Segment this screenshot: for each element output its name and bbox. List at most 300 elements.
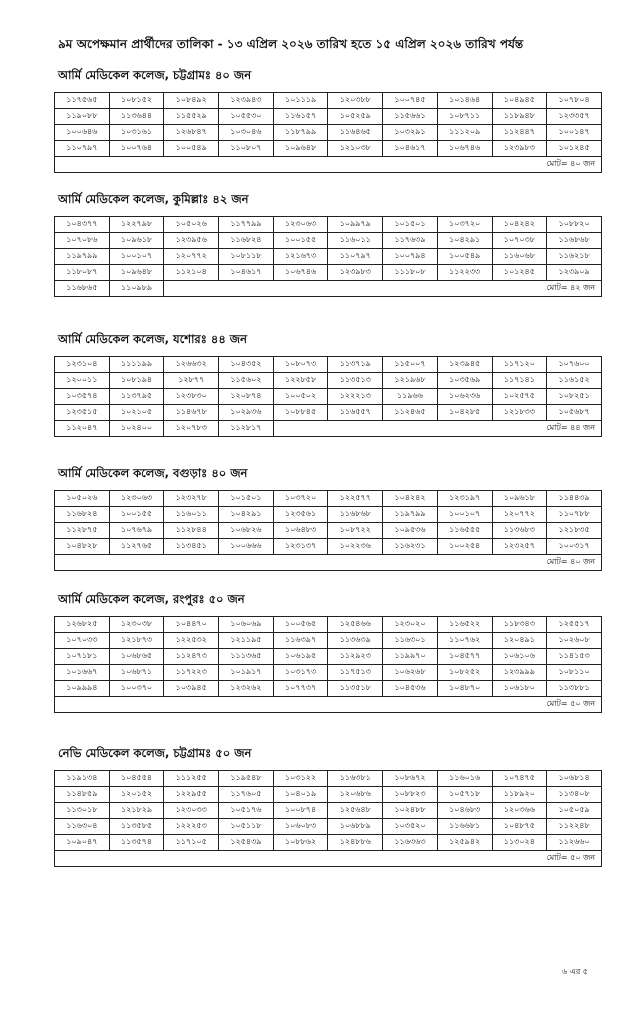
roll-cell: ১১৬২১৮ [547,249,602,265]
college-heading: আর্মি মেডিকেল কলেজ, চট্টগ্রামঃ ৪০ জন [58,68,252,82]
table-row [55,835,602,851]
table-row [55,819,602,835]
table-row [55,141,602,157]
roll-cell: ১০৮১১০ [547,665,602,681]
college-section [54,190,602,297]
roll-cell: ১২৩০২০ [383,617,438,633]
roll-cell: ১১৬৪৬৫ [328,125,383,141]
roll-cell: ১১৯৫৪৮ [219,771,274,787]
roll-cell: ১০৪২৮৫ [437,405,492,421]
college-heading: আর্মি মেডিকেল কলেজ, কুমিল্লাঃ ৪২ জন [58,192,249,206]
roll-cell: ১১৩৭১৯ [328,357,383,373]
roll-cell: ১১৮০৮৭ [55,265,110,281]
roll-cell: ১০৭৪৭৫ [492,771,547,787]
table-row [55,217,602,233]
roll-cell: ১১৩৬৮৩ [492,523,547,539]
roll-cell: ১১০৭৯৭ [328,249,383,265]
total-count: মোট= ৪০ জন [55,555,602,571]
roll-cell: ১০৫০৫৯ [547,803,602,819]
roll-cell: ১০৪৬৮৩ [437,803,492,819]
roll-cell: ১১৮৩৪৩ [492,617,547,633]
roll-cell: ১২৪৮৮৬ [328,835,383,851]
roll-cell: ১০৮৪৯২ [164,93,219,109]
college-heading: আর্মি মেডিকেল কলেজ, রংপুরঃ ৫০ জন [58,592,245,606]
college-heading: আর্মি মেডিকেল কলেজ, বগুড়াঃ ৪০ জন [58,466,248,480]
total-row [55,157,602,173]
roll-cell: ১০৩০৪৬ [219,125,274,141]
roll-cell: ১১৬৮৬৫ [55,281,110,297]
roll-cell: ১০১২৪৫ [547,141,602,157]
roll-cell: ১০৮৬৭২ [383,771,438,787]
roll-cell: ১১৩৪০৮ [547,787,602,803]
roll-cell: ১০৬৮২৬ [219,523,274,539]
roll-cell: ১১৭৬৩৯ [383,233,438,249]
roll-cell: ১১৭৭৯৯ [219,217,274,233]
roll-cell: ১১৯৭৯৯ [383,507,438,523]
table-row [55,539,602,555]
roll-cell: ১০৭৭৩৭ [273,681,328,697]
roll-cell: ১১২৬৬০ [547,835,602,851]
roll-cell: ১০৪৯৪৫ [492,93,547,109]
roll-cell: ১২৩৯৯৯ [492,665,547,681]
roll-cell: ১২২৫৭৭ [328,491,383,507]
roll-cell: ১০৪৮২৮ [55,539,110,555]
roll-cell: ১২০৮৭৪ [219,389,274,405]
roll-cell: ১০৯৯৭৯ [328,217,383,233]
roll-cell: ১২৫৪৬৬ [328,617,383,633]
roll-cell: ১১৫৬০২ [219,373,274,389]
roll-cell: ১২৩৩৫৭ [547,109,602,125]
roll-cell: ১১৬০১১ [164,507,219,523]
total-count: মোট= ৫০ জন [55,697,602,713]
roll-cell: ১১৬০১৬ [437,771,492,787]
roll-table [54,616,602,713]
roll-cell: ১০২৫৭৫ [492,389,547,405]
roll-cell: ১২৩১৯৭ [437,491,492,507]
roll-cell: ১০৬১০৬ [492,649,547,665]
roll-cell: ১০০৭৬৪ [109,141,164,157]
roll-cell: ১১৬৩০১ [383,633,438,649]
roll-cell: ১১৪৮৫৯ [55,787,110,803]
roll-cell: ১২১১৯৫ [219,633,274,649]
roll-cell: ১১৮৯২০ [492,787,547,803]
roll-cell: ১০০৩৭০ [109,681,164,697]
table-row [55,665,602,681]
roll-cell: ১১৬০৬৮ [492,249,547,265]
roll-cell: ১১০৭৬২ [437,633,492,649]
roll-cell: ১১৯০৮৮ [55,109,110,125]
roll-cell: ১১৪৬৭৮ [164,405,219,421]
roll-cell: ১২৩২৭৮ [164,491,219,507]
table-row [55,265,602,281]
roll-cell: ১০৩১৬১ [109,125,164,141]
roll-cell: ১০৮১৫২ [109,93,164,109]
roll-cell: ১০১১১৯ [273,93,328,109]
roll-cell: ১০১৪৬৪ [437,93,492,109]
college-section [54,744,602,867]
roll-cell: ১১৩৭৯৫ [109,389,164,405]
roll-cell: ১২৮৭৭ [164,373,219,389]
table-row [55,249,602,265]
roll-cell: ১১১১৯৯ [109,357,164,373]
roll-cell: ১১৫০০৭ [383,357,438,373]
roll-cell: ১১৬২৩১ [383,539,438,555]
roll-cell: ১১৭৫৬৫ [55,93,110,109]
roll-cell: ১০০১৫৫ [109,507,164,523]
roll-cell: ১১২৭৬৫ [109,539,164,555]
roll-cell: ১০০১৫৫ [273,233,328,249]
roll-cell: ১০৭৬০০ [547,357,602,373]
roll-cell: ১০১৫০১ [383,217,438,233]
roll-cell: ১২১৮৭৩ [109,633,164,649]
roll-cell: ১০৬৮৮৯ [328,819,383,835]
roll-cell: ১১৬৩৯৭ [273,633,328,649]
roll-cell: ১০৪৬১৭ [383,141,438,157]
roll-cell: ১০৮২৫২ [437,665,492,681]
roll-cell: ১০৬১৯৫ [273,649,328,665]
table-row [55,491,602,507]
roll-cell: ১১৬৮৬৮ [328,507,383,523]
roll-cell: ১১২৮৭৫ [55,523,110,539]
roll-cell: ১২০৪৯১ [492,633,547,649]
roll-cell: ১২১০৩৮ [328,141,383,157]
roll-cell: ১০৯০৪৭ [55,835,110,851]
roll-cell: ১০০৭৯৪ [383,249,438,265]
roll-cell: ১১৭৬০৫ [219,787,274,803]
roll-cell: ১০০৫৪৯ [437,249,492,265]
roll-table [54,770,602,867]
roll-cell: ১০৩৯৪৫ [164,681,219,697]
roll-cell: ১১০৭৮৮ [547,507,602,523]
roll-cell: ১০৮৮৪৫ [273,405,328,421]
roll-cell: ১০৩১৭৩ [273,665,328,681]
roll-cell: ১২০৩৮৮ [328,93,383,109]
roll-cell: ১০৮৮২০ [547,217,602,233]
roll-cell: ১১৬৩৮১ [328,771,383,787]
page-title: ৯ম অপেক্ষমান প্রার্থীদের তালিকা - ১৩ এপ্রিল ২০২৬ তারিখ হতে ১৫ এপ্রিল ২০২৬ তারিখ পর্যন্ত [58,37,524,51]
roll-cell: ১২৩০৬৩ [109,491,164,507]
college-heading: নেভি মেডিকেল কলেজ, চট্টগ্রামঃ ৫০ জন [58,746,252,760]
roll-cell: ১০৯৬১৮ [492,491,547,507]
roll-cell: ১১৬৩০৪ [55,819,110,835]
roll-cell: ১২২২১৩ [328,389,383,405]
table-row [55,373,602,389]
roll-cell: ১১৬১৫২ [547,373,602,389]
roll-cell: ১১৩৫১৮ [328,681,383,697]
roll-cell: ১২১৮৩৩ [492,405,547,421]
roll-cell: ১০১৬৬৭ [55,665,110,681]
roll-cell: ১০০৫৪৯ [164,141,219,157]
table-row [55,109,602,125]
roll-cell: ১০০৭৪৫ [383,93,438,109]
roll-cell: ১০৯৬১৮ [109,233,164,249]
roll-cell: ১১৯৭৯৯ [55,249,110,265]
roll-cell: ১০৪২৪২ [383,491,438,507]
roll-cell: ১০৫৫৩০ [219,109,274,125]
roll-cell: ১১০৮০৭ [219,141,274,157]
roll-cell: ১১৪৪৩৯ [547,491,602,507]
table-row [55,803,602,819]
roll-cell: ১১১২০৯ [437,125,492,141]
roll-cell: ১২৩৮৩০ [164,389,219,405]
roll-cell: ১২২৮৫৮ [273,373,328,389]
roll-cell: ১০৫১৭৬ [219,803,274,819]
roll-cell: ১১৬১৫৭ [273,109,328,125]
roll-cell: ১০২১০৫ [109,405,164,421]
roll-cell: ১১৭৫১৩ [328,665,383,681]
roll-cell: ১২২৫৩২ [164,633,219,649]
total-count: মোট= ৫০ জন [55,851,602,867]
roll-cell: ১২৩০৩৮ [109,617,164,633]
roll-cell: ১০৯৫৩৬ [383,523,438,539]
roll-cell: ১১৬৩৬৩ [383,835,438,851]
roll-cell: ১০৫০২৬ [55,491,110,507]
roll-cell: ১১১৮০৮ [383,265,438,281]
roll-cell: ১০৪৩৭৭ [55,217,110,233]
roll-cell: ১০৮০৭৩ [273,357,328,373]
roll-cell: ১১২০৪৭ [55,421,110,437]
table-row [55,523,602,539]
roll-cell: ১০৩৭২০ [437,217,492,233]
roll-table [54,490,602,571]
roll-cell: ১০৬২৬৮ [383,665,438,681]
roll-cell: ১০৪৪৭০ [164,617,219,633]
roll-cell: ১১৭২২৩ [164,665,219,681]
roll-cell: ১১২২৪৮ [547,819,602,835]
roll-cell: ১১২৪৪৭ [492,125,547,141]
total-row [55,555,602,571]
total-count: মোট= ৪০ জন [55,157,602,173]
roll-cell: ১০৯৯৯৪ [55,681,110,697]
roll-cell: ১০৩৫২০ [383,819,438,835]
table-row [55,649,602,665]
roll-cell: ১১৩৫১৩ [328,373,383,389]
roll-cell: ১০৮২৫১ [547,389,602,405]
roll-cell: ১১৩০২৪ [492,835,547,851]
roll-cell: ১০৭০৩৩ [55,633,110,649]
roll-cell: ১১৩৬৪৪ [109,109,164,125]
roll-cell: ১১৭১২০ [492,357,547,373]
roll-cell: ১১৪১৫৩ [547,649,602,665]
roll-cell: ১০০৫০২ [273,389,328,405]
roll-cell: ১০৬০৬৯ [219,617,274,633]
roll-cell: ১০৫০২৬ [164,217,219,233]
roll-cell: ১১৫৫২৯ [164,109,219,125]
roll-cell: ১২৫৯৪২ [437,835,492,851]
roll-cell: ১০৪২৪২ [492,217,547,233]
table-row [55,507,602,523]
roll-cell: ১১২৪৬৫ [383,405,438,421]
roll-cell: ১১৬৬৮১ [437,819,492,835]
roll-cell: ১০৩১২২ [273,771,328,787]
table-row [55,125,602,141]
roll-cell: ১০২৪৮৮ [383,803,438,819]
roll-cell: ১০৬৮৭১ [109,665,164,681]
roll-cell: ১০৫৭১৮ [437,787,492,803]
table-row [55,633,602,649]
roll-cell: ১২৬৮২৫ [55,617,110,633]
roll-cell: ১১৬৮৬৮ [547,233,602,249]
table-row [55,617,602,633]
roll-cell: ১০৮১১৮ [219,249,274,265]
roll-cell: ১১৮৭৯৯ [273,125,328,141]
roll-cell: ১২৫৫১৭ [547,617,602,633]
total-row [55,851,602,867]
table-row [55,405,602,421]
roll-cell: ১০৪০১৯ [273,787,328,803]
roll-cell: ১২৫৪৩৯ [219,835,274,851]
roll-cell: ১০৬৭৪৬ [437,141,492,157]
roll-cell: ১০৬১৮০ [492,681,547,697]
roll-cell: ১০২৬০৮ [547,633,602,649]
roll-cell: ১২৩১৩৭ [273,539,328,555]
roll-cell: ১২৩০৬৩ [273,217,328,233]
roll-cell: ১০২৯৩৬ [219,405,274,421]
roll-cell: ১১৫৬৬১ [383,109,438,125]
roll-cell: ১১৬৫৫৭ [328,405,383,421]
roll-cell: ১১৯৯৭০ [383,649,438,665]
roll-table [54,216,602,297]
roll-cell: ১০০১০৭ [109,249,164,265]
roll-cell: ১০৭১৮১ [55,649,110,665]
roll-cell: ১০৪২৯১ [219,507,274,523]
roll-cell: ১০৬২৩৬ [437,389,492,405]
roll-cell: ১০০৩১৭ [547,539,602,555]
roll-cell: ১০০৮৭৪ [273,803,328,819]
roll-cell: ১০০২৫৪ [437,539,492,555]
roll-cell: ১০৬৪৮৩ [273,523,328,539]
roll-cell: ১১৬০১১ [328,233,383,249]
roll-cell: ১০৭০৩৮ [492,233,547,249]
roll-cell: ১১৩০১৮ [55,803,110,819]
table-row [55,771,602,787]
roll-cell: ১১৭১০৫ [164,835,219,851]
roll-table [54,356,602,437]
college-section [54,590,602,713]
roll-cell: ১২০০১১ [55,373,110,389]
roll-cell: ১১৯৬৬ [383,389,438,405]
roll-cell: ১০২৪০০ [109,421,164,437]
roll-cell: ১০৪৫৫৪ [109,771,164,787]
roll-cell: ১২৩৯৪৩ [219,93,274,109]
roll-cell: ১১০৭৯৭ [55,141,110,157]
roll-cell: ১০০৬৪৬ [55,125,110,141]
roll-cell: ১২০৭৮৩ [164,421,219,437]
roll-cell: ১০০১৪৭ [547,125,602,141]
roll-cell: ১১৩৫৭৪ [109,835,164,851]
roll-cell: ১২১৮২৯ [109,803,164,819]
roll-cell: ১১২৪৭৩ [164,649,219,665]
roll-cell: ১১৭১৪১ [492,373,547,389]
roll-cell: ১০৪৬১৭ [219,265,274,281]
roll-cell: ১০৫১১৮ [219,819,274,835]
roll-cell: ১০৬৭৪৬ [273,265,328,281]
roll-cell: ১০৯৬৪৮ [273,141,328,157]
roll-cell: ১০৭০৮৬ [55,233,110,249]
roll-cell: ১০৪৩৫২ [219,357,274,373]
roll-cell: ১১২১০৪ [164,265,219,281]
roll-cell: ১০০১০৭ [437,507,492,523]
roll-table [54,92,602,173]
roll-cell: ১০৯৬৪৮ [109,265,164,281]
roll-cell: ১০৩২৯১ [383,125,438,141]
roll-cell: ১১৬৫৫৫ [437,523,492,539]
roll-cell: ১১২৮১৭ [219,421,274,437]
roll-cell: ১০৪২৯১ [437,233,492,249]
roll-cell: ১০৮৮৬২ [273,835,328,851]
roll-cell: ১১০৯৮৯ [109,281,164,297]
college-heading: আর্মি মেডিকেল কলেজ, যশোরঃ ৪৪ জন [58,332,247,346]
roll-cell: ১১৯১৩৪ [55,771,110,787]
roll-cell: ১২২৭৯৮ [109,217,164,233]
roll-cell: ১০২২৩৬ [328,539,383,555]
roll-cell: ১২২৯৫৫ [164,787,219,803]
roll-cell: ১০৬৮১৪ [547,771,602,787]
roll-cell: ১০৪৮৭০ [437,681,492,697]
roll-cell: ১১৩৫৮৫ [109,819,164,835]
roll-cell: ১১৩৪৫১ [164,539,219,555]
table-row [55,787,602,803]
total-row [55,281,602,297]
roll-cell: ১০৪৫৭৭ [437,649,492,665]
roll-cell: ১২৩২৬২ [219,681,274,697]
total-count: মোট= ৪২ জন [164,281,602,297]
roll-cell: ১২৩২৫৭ [492,539,547,555]
roll-cell: ১১৬৮২৪ [55,507,110,523]
roll-cell: ১১৬৫২২ [437,617,492,633]
table-row [55,681,602,697]
roll-cell: ১২১৮৩৫ [547,523,602,539]
roll-cell: ১২২২৫৩ [164,819,219,835]
roll-cell: ১১২৮৪৪ [164,523,219,539]
total-row [55,697,602,713]
roll-cell: ১২০৩৬৬ [492,803,547,819]
table-row [55,93,602,109]
page-number: ৬ এর ৫ [562,967,588,976]
roll-cell: ১০৮৭২২ [328,523,383,539]
table-row [55,233,602,249]
roll-cell: ১২০৬৮৬ [328,787,383,803]
roll-cell: ১২০৭৭২ [492,507,547,523]
roll-cell: ১২৩৯০৯ [547,265,602,281]
roll-cell: ১১৮৯৪৮ [492,109,547,125]
roll-cell: ১০৭৬৭৯ [109,523,164,539]
roll-cell: ১০৮৭১১ [437,109,492,125]
roll-cell: ১১১৩৬৫ [219,649,274,665]
roll-cell: ১০৪৫৩৬ [383,681,438,697]
roll-cell: ১০০৬৬৬ [219,539,274,555]
roll-cell: ১২৩৯৫৬ [164,233,219,249]
roll-cell: ১২৩৫৬১ [273,507,328,523]
roll-cell: ১০৭৮০৪ [547,93,602,109]
roll-cell: ১০৮৮২৩ [383,787,438,803]
college-section [54,66,602,173]
roll-cell: ১২০৭৭২ [164,249,219,265]
roll-cell: ১০১২৪৫ [492,265,547,281]
roll-cell: ১১১২৫৫ [164,771,219,787]
roll-cell: ১১২২৩৩ [437,265,492,281]
roll-cell: ১২৬৬৩২ [164,357,219,373]
roll-cell: ১২৩৯৪৫ [437,357,492,373]
roll-cell: ১০০৫৬৫ [273,617,328,633]
roll-cell: ১০৩৫৭৪ [55,389,110,405]
roll-cell: ১০৫২৫৯ [328,109,383,125]
table-row [55,357,602,373]
college-section [54,330,602,437]
roll-cell: ১০৫৬৮৭ [547,405,602,421]
roll-cell: ১০৩৫৬৯ [437,373,492,389]
roll-cell: ১২০১৫২ [109,787,164,803]
